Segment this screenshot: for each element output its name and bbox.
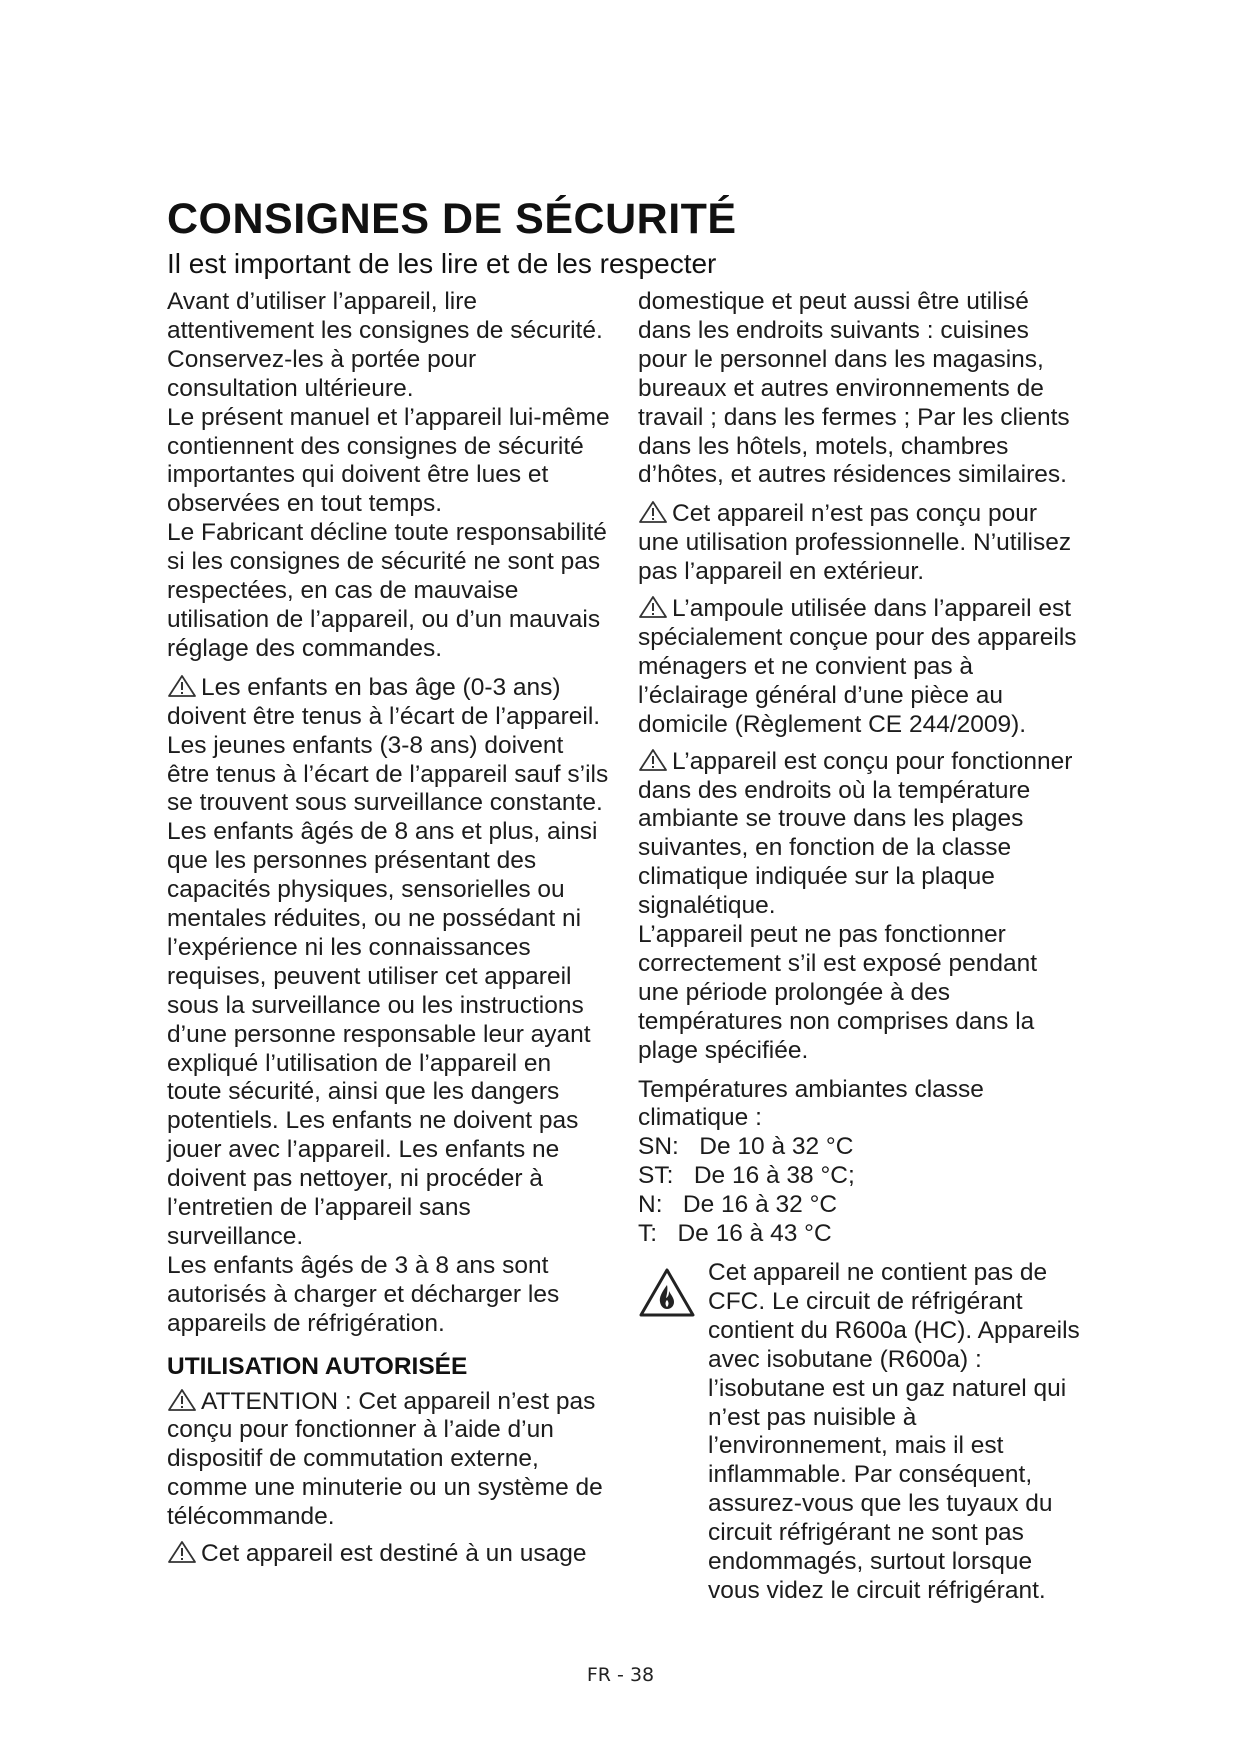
children-warning [167,674,612,1252]
warning-icon [167,1388,197,1412]
flammable-warning-icon [638,1267,696,1319]
warning-icon [638,595,668,619]
malfunction-paragraph: L’appareil peut ne pas fonctionner correctement s’il est exposé pendant une période prolongée à des températures non comprises dans la plage spécifiée. [638,921,1038,1064]
page-title: CONSIGNES DE SÉCURITÉ [167,195,737,243]
flammable-notice-text: Cet appareil ne contient pas de CFC. Le circuit de réfrigérant contient du R600a (HC). Appareils avec isobutane (R600a) : l’isobutane est un gaz naturel qui n’est pas nuisible à l’environnement, mais il est inflammable. Par conséquent, assurez-vous que les tuyaux du circuit réfrigérant ne sont pas endommagés, surtout lorsque vous videz le circuit réfrigérant. [708,1259,1080,1604]
climate-class-title: Températures ambiantes classe climatique : [638,1075,984,1132]
intro-paragraph: Avant d’utiliser l’appareil, lire attentivement les consignes de sécurité. Conservez-les à portée pour consultation ultérieure. [167,288,603,402]
warning-icon [638,500,668,524]
left-column [167,288,612,1569]
bulb-warning-text: L’ampoule utilisée dans l’appareil est spécialement conçue pour des appareils ménagers et ne convient pas à l’éclairage général d’une pièce au domicile (Règlement CE 244/2009). [638,595,1077,738]
professional-warning [638,500,1083,587]
warning-icon [638,748,668,772]
temperature-warning [638,748,1083,921]
temperature-warning-text: L’appareil est conçu pour fonctionner dans des endroits où la température ambiante se trouve dans les plages suivantes, en fonction de la classe climatique indiquée sur la plaque signalétique. [638,747,1073,920]
climate-class-item: ST: De 16 à 38 °C; [638,1162,855,1190]
page-subtitle: Il est important de les lire et de les respecter [167,248,717,279]
usage-warning-text: Cet appareil est destiné à un usage [201,1540,587,1568]
usage-warning [167,1540,612,1569]
right-column [638,288,1083,1606]
professional-warning-text: Cet appareil n’est pas conçu pour une utilisation professionnelle. N’utilisez pas l’appareil en extérieur. [638,500,1072,586]
children-warning-text: Les enfants en bas âge (0-3 ans) doivent être tenus à l’écart de l’appareil. Les jeunes enfants (3-8 ans) doivent être tenus à l’écart de l’appareil sauf s’ils se trouvent sous surveillance constante. Les enfants âgés de 8 ans et plus, ainsi que les personnes présentant des capacités physiques, sensorielles ou mentales réduites, ou ne possédant ni l’expérience ni les connaissances requises, peuvent utiliser cet appareil sous la surveillance ou les instructions d’une personne responsable leur ayant expliqué l’utilisation de l’appareil en toute sécurité, ainsi que les dangers potentiels. Les enfants ne doivent pas jouer avec l’appareil. Les enfants ne doivent pas nettoyer, ni procéder à l’entretien de l’appareil sans surveillance. [167,673,609,1250]
warning-icon [167,1540,197,1564]
liability-paragraph: Le Fabricant décline toute responsabilité si les consignes de sécurité ne sont pas respectées, en cas de mauvaise utilisation de l’appareil, ou d’un mauvais réglage des commandes. [167,519,607,662]
children-loading-paragraph: Les enfants âgés de 3 à 8 ans sont autorisés à charger et décharger les appareils de réfrigération. [167,1251,560,1337]
section-heading: UTILISATION AUTORISÉE [167,1352,468,1380]
climate-class-list [638,1133,1083,1249]
usage-continued-paragraph: domestique et peut aussi être utilisé dans les endroits suivants : cuisines pour le personnel dans les magasins, bureaux et autres environnements de travail ; dans les fermes ; Par les clients dans les hôtels, motels, chambres d’hôtes, et autres résidences similaires. [638,288,1070,489]
climate-class-item: SN: De 10 à 32 °C [638,1133,854,1161]
climate-class-item: N: De 16 à 32 °C [638,1191,838,1219]
page-number: FR - 38 [586,1664,655,1686]
climate-class-item: T: De 16 à 43 °C [638,1220,832,1248]
warning-icon [167,674,197,698]
manual-paragraph: Le présent manuel et l’appareil lui-même contiennent des consignes de sécurité importantes qui doivent être lues et observées en tout temps. [167,403,610,518]
bulb-warning [638,595,1083,740]
attention-warning [167,1388,612,1533]
flammable-notice [638,1259,1083,1606]
attention-warning-text: ATTENTION : Cet appareil n’est pas conçu pour fonctionner à l’aide d’un dispositif de commutation externe, comme une minuterie ou un système de télécommande. [167,1387,603,1531]
